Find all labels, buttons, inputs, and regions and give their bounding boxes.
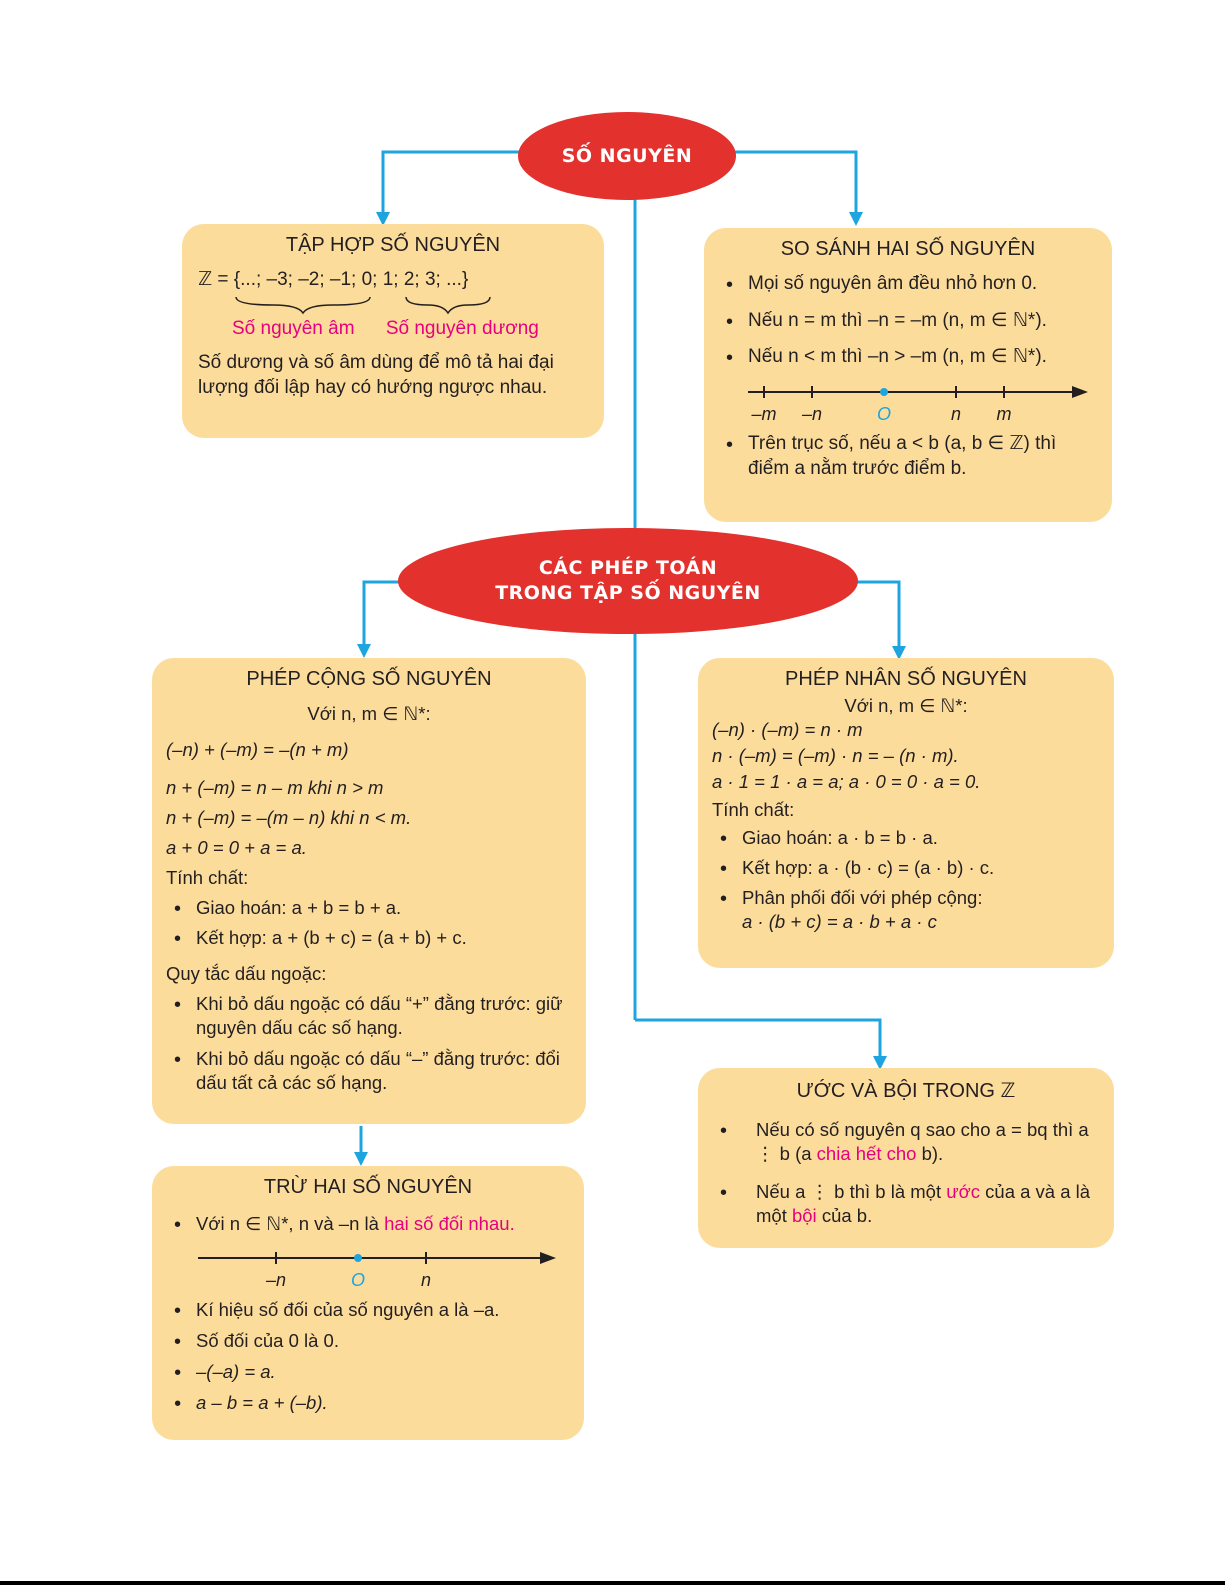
line-to-uoc-boi <box>635 1020 880 1058</box>
phep-toan-title-2: TRONG TẬP SỐ NGUYÊN <box>495 582 761 604</box>
number-line-opposite <box>166 1244 566 1296</box>
tru-axis-n: n <box>420 1270 432 1291</box>
tap-hop-box <box>182 224 604 438</box>
set-expression: ℤ = {...; –3; –2; –1; 0; 1; 2; 3; ...} <box>198 269 469 290</box>
nhan-prop-3-text: Phân phối đối với phép cộng: <box>742 887 983 909</box>
tru-bullet-4: • –(–a) = a. <box>166 1360 570 1384</box>
cong-rule-2: • Khi bỏ dấu ngoặc có dấu “–” đằng trước: đổi dấu tất cả các số hạng. <box>166 1047 572 1095</box>
so-sanh-bullet-3: • Nếu n < m thì –n > –m (n, m ∈ ℕ*). <box>718 345 1098 370</box>
nhan-prop-1: • Giao hoán: a · b = b · a. <box>712 826 1100 850</box>
tap-hop-title: TẬP HỢP SỐ NGUYÊN <box>285 234 501 256</box>
tru-title: TRỪ HAI SỐ NGUYÊN <box>263 1176 473 1198</box>
phep-toan-oval <box>398 528 858 634</box>
nhan-prop-2: • Kết hợp: a · (b · c) = (a · b) · c. <box>712 856 1100 880</box>
set-braces <box>198 293 588 315</box>
phep-nhan-intro: Với n, m ∈ ℕ*: <box>844 695 968 716</box>
uoc-boi-bullet-1 <box>712 1118 1100 1166</box>
tru-axis-origin: O <box>350 1270 366 1291</box>
so-sanh-bullet-1: • Mọi số nguyên âm đều nhỏ hơn 0. <box>718 272 1098 297</box>
cong-formula-4: a + 0 = 0 + a = a. <box>166 837 307 859</box>
line-to-tap-hop <box>383 152 522 214</box>
phep-cong-box <box>152 658 586 1124</box>
uoc-boi-b1-pink: chia hết cho <box>816 1143 917 1165</box>
tru-bullet-2: • Kí hiệu số đối của số nguyên a là –a. <box>166 1298 570 1322</box>
cong-formula-3: n + (–m) = –(m – n) khi n < m. <box>166 807 412 829</box>
phep-toan-title-1: CÁC PHÉP TOÁN <box>538 557 718 580</box>
so-sanh-bullet-4: • Trên trục số, nếu a < b (a, b ∈ ℤ) thì điểm a nằm trước điểm b. <box>718 432 1098 481</box>
axis-label-n: n <box>950 404 962 425</box>
arrowhead <box>357 644 371 658</box>
cong-prop-2: • Kết hợp: a + (b + c) = (a + b) + c. <box>166 926 572 950</box>
cong-formula-2: n + (–m) = n – m khi n > m <box>166 777 384 799</box>
phep-nhan-box <box>698 658 1114 968</box>
phep-cong-title: PHÉP CỘNG SỐ NGUYÊN <box>246 668 492 690</box>
so-sanh-box <box>704 228 1112 522</box>
axis-label-neg-m: –m <box>751 404 777 425</box>
line-to-so-sanh <box>735 152 856 214</box>
axis-label-m: m <box>996 404 1012 425</box>
nhan-prop-3-formula: a · (b + c) = a · b + a · c <box>742 911 937 933</box>
uoc-boi-b2-b: của a và a là một <box>756 1181 1091 1227</box>
line-to-phep-nhan <box>855 582 899 648</box>
tru-b1-pink: hai số đối nhau <box>384 1213 510 1234</box>
arrowhead <box>354 1152 368 1166</box>
tru-b1-post: . <box>509 1213 515 1234</box>
nhan-formula-3: a · 1 = 1 · a = a; a · 0 = 0 · a = 0. <box>712 771 981 793</box>
cong-formula-1: (–n) + (–m) = –(n + m) <box>166 739 349 761</box>
tru-b1-pre: Với n ∈ ℕ*, n và –n là <box>196 1213 385 1234</box>
uoc-boi-b2-a: Nếu a ⋮ b thì b là một <box>756 1181 947 1203</box>
tru-bullet-1 <box>166 1212 570 1236</box>
uoc-boi-box <box>698 1068 1114 1248</box>
nhan-prop-3 <box>712 886 1100 934</box>
uoc-boi-bullet-2 <box>712 1180 1100 1228</box>
nhan-formula-2: n · (–m) = (–m) · n = – (n · m). <box>712 745 959 767</box>
phep-cong-intro: Với n, m ∈ ℕ*: <box>307 703 431 724</box>
neg-label: Số nguyên âm <box>232 317 355 339</box>
nhan-prop-label: Tính chất: <box>712 799 795 821</box>
uoc-boi-b1-post: b). <box>916 1143 944 1165</box>
tru-bullet-3: • Số đối của 0 là 0. <box>166 1329 570 1353</box>
axis-label-neg-n: –n <box>801 404 823 425</box>
so-nguyen-title: SỐ NGUYÊN <box>561 145 693 167</box>
cong-prop-1: • Giao hoán: a + b = b + a. <box>166 896 572 920</box>
tap-hop-desc: Số dương và số âm dùng để mô tả hai đại lượng đối lập hay có hướng ngược nhau. <box>198 352 554 399</box>
pos-label: Số nguyên dương <box>385 317 539 339</box>
line-to-phep-cong <box>364 582 402 646</box>
tru-bullet-5: • a – b = a + (–b). <box>166 1391 570 1415</box>
uoc-boi-title: ƯỚC VÀ BỘI TRONG ℤ <box>796 1080 1016 1102</box>
tru-box <box>152 1166 584 1440</box>
cong-prop-label: Tính chất: <box>166 867 249 889</box>
uoc-boi-b2-pink1: ước <box>946 1181 981 1203</box>
nhan-formula-1: (–n) · (–m) = n · m <box>712 719 863 741</box>
cong-rule-label: Quy tắc dấu ngoặc: <box>166 963 327 985</box>
arrowhead <box>849 212 863 226</box>
cong-rule-1: • Khi bỏ dấu ngoặc có dấu “+” đằng trước: giữ nguyên dấu các số hạng. <box>166 992 572 1040</box>
so-nguyen-oval <box>518 112 736 200</box>
uoc-boi-b2-c: của b. <box>816 1205 873 1227</box>
axis-label-origin: O <box>876 404 892 425</box>
bottom-rule <box>0 1581 1225 1585</box>
uoc-boi-b2-pink2: bội <box>791 1205 817 1227</box>
phep-nhan-title: PHÉP NHÂN SỐ NGUYÊN <box>785 668 1027 690</box>
so-sanh-title: SO SÁNH HAI SỐ NGUYÊN <box>780 238 1036 260</box>
number-line-compare <box>718 376 1098 428</box>
tru-axis-neg-n: –n <box>265 1270 287 1291</box>
so-sanh-bullet-2: • Nếu n = m thì –n = –m (n, m ∈ ℕ*). <box>718 309 1098 334</box>
uoc-boi-b1-pre: Nếu có số nguyên q sao cho a = bq thì a ⋮ b (a <box>756 1119 1089 1165</box>
